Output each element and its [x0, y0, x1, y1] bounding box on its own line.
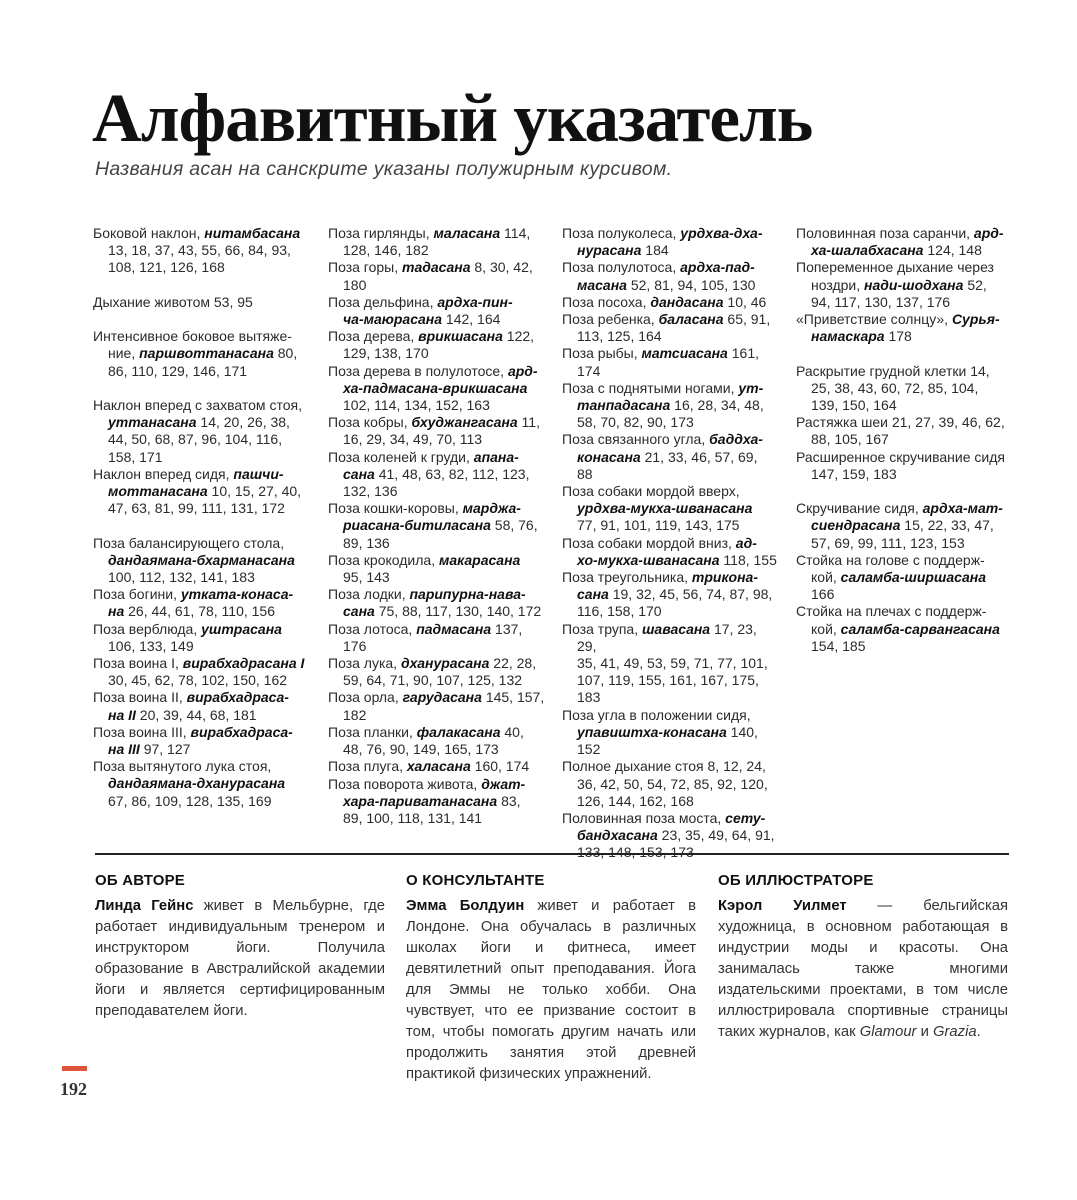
index-entry: Поза горы, тадасана 8, 30, 42, 180 [328, 259, 533, 293]
index-entry: Поза поворота живота, джат- хара-париватанасана 83, 89, 100, 118, 131, 141 [328, 775, 526, 826]
index-entry: Наклон вперед сидя, пашчи- моттанасана 10, 15, 27, 40, 47, 63, 81, 99, 111, 131, 172 [93, 465, 302, 517]
index-entry: Поза богини, утката-конаса- на 26, 44, 61, 78, 110, 156 [93, 586, 294, 620]
index-entry: Поза дерева, врикшасана 122, 129, 138, 170 [328, 328, 535, 362]
index-entry: Поза орла, гарудасана 145, 157, 182 [328, 689, 545, 723]
index-entry: Стойка на плечах с поддерж- кой, саламба-сарвангасана 154, 185 [796, 603, 1000, 654]
index-entry: Поза рыбы, матсиасана 161, 174 [562, 345, 759, 379]
about-author [95, 872, 385, 1022]
illustrator-bio: — бельгийская художница, в основном работающая в индустрии моды и красоты. Она занималась также многими издательскими проектами, в том числе иллюстрировала спортивные страницы таких журналов, как [718, 898, 1008, 1040]
illustrator-bio-end: . [976, 1024, 981, 1040]
index-entry: Поза крокодила, макарасана 95, 143 [328, 551, 521, 586]
index-entry: Поза дельфина, ардха-пин- ча-маюрасана 142, 164 [328, 293, 513, 328]
page-title: Алфавитный указатель [92, 80, 813, 156]
index-entry: Поза трупа, шавасана 17, 23, 29, 35, 41, 49, 53, 59, 71, 77, 101, 107, 119, 155, 161, 167, 175, 183 [562, 620, 768, 706]
index-entry: «Приветствие солнцу», Сурья- намаскара 178 [796, 311, 1000, 345]
index-entry: Расширенное скручивание сидя 147, 159, 183 [796, 448, 1005, 482]
index-entry: Попеременное дыхание через ноздри, нади-шодхана 52, 94, 117, 130, 137, 176 [796, 259, 994, 310]
magazine-glamour: Glamour [859, 1024, 917, 1040]
index-entry: Наклон вперед с захватом стоя, уттанасана 14, 20, 26, 38, 44, 50, 68, 87, 96, 104, 116, 158, 171 [93, 396, 302, 465]
index-entry: Поза верблюда, уштрасана 106, 133, 149 [93, 620, 282, 654]
about-consultant [406, 872, 696, 1085]
about-illustrator [718, 872, 1008, 1043]
index-entry: Поза лука, дханурасана 22, 28, 59, 64, 71, 90, 107, 125, 132 [328, 655, 537, 689]
index-entry: Поза собаки мордой вверх, урдхва-мукха-шванасана 77, 91, 101, 119, 143, 175 [562, 483, 753, 534]
index-entry: Поза собаки мордой вниз, ад- хо-мукха-шванасана 118, 155 [562, 534, 777, 568]
index-entry: Поза кошки-коровы, марджа- риасана-битиласана 58, 76, 89, 136 [328, 500, 538, 551]
index-entry: Половинная поза моста, сету- бандхасана 23, 35, 49, 64, 91, 133, 148, 153, 173 [562, 809, 775, 861]
index-entry: Поза гирлянды, маласана 114, 128, 146, 182 [328, 225, 531, 259]
index-entry: Поза полуколеса, урдхва-дха- нурасана 184 [562, 225, 763, 259]
index-column-2 [328, 225, 546, 827]
index-entry: Поза вытянутого лука стоя, дандаямана-дханурасана 67, 86, 109, 128, 135, 169 [93, 758, 286, 809]
about-author-text [95, 896, 385, 1022]
index-column-3 [562, 225, 780, 862]
index-entry: Скручивание сидя, ардха-мат- сиендрасана 15, 22, 33, 47, 57, 69, 99, 111, 123, 153 [796, 500, 1003, 551]
index-column-4 [796, 225, 1014, 655]
author-name: Линда Гейнс [95, 898, 194, 914]
index-entry: Поза планки, фалакасана 40, 48, 76, 90, 149, 165, 173 [328, 723, 524, 758]
index-entry: Половинная поза саранчи, ард- ха-шалабхасана 124, 148 [796, 225, 1004, 259]
index-entry: Поза полулотоса, ардха-пад- масана 52, 81, 94, 105, 130 [562, 259, 756, 293]
index-entry: Боковой наклон, нитамбасана 13, 18, 37, 43, 55, 66, 84, 93, 108, 121, 126, 168 [93, 225, 301, 276]
index-entry: Поза воина II, вирабхадраса- на II 20, 39, 44, 68, 181 [93, 689, 289, 723]
magazine-conjunction: и [916, 1024, 933, 1040]
index-entry: Дыхание животом 53, 95 [93, 293, 253, 310]
index-entry: Поза лотоса, падмасана 137, 176 [328, 620, 523, 654]
page-number: 192 [60, 1079, 87, 1099]
index-entry: Поза угла в положении сидя, упавиштха-конасана 140, 152 [562, 706, 758, 758]
index-entry: Поза дерева в полулотосе, ард- ха-падмасана-врикшасана 102, 114, 134, 152, 163 [328, 362, 538, 414]
index-entry: Поза лодки, парипурна-нава- сана 75, 88, 117, 130, 140, 172 [328, 586, 542, 620]
index-entry: Поза воина I, вирабхадрасана I 30, 45, 62, 78, 102, 150, 162 [93, 655, 305, 689]
index-column-1 [93, 225, 311, 810]
index-entry: Поза коленей к груди, апана- сана 41, 48, 63, 82, 112, 123, 132, 136 [328, 448, 530, 500]
index-entry: Стойка на голове с поддерж- кой, саламба-ширшасана 166 [796, 551, 986, 603]
index-entry: Растяжка шеи 21, 27, 39, 46, 62, 88, 105, 167 [796, 414, 1005, 448]
index-entry: Поза ребенка, баласана 65, 91, 113, 125, 164 [562, 311, 771, 345]
consultant-bio: живет и работает в Лондоне. Она обучалась в различных школах йоги и фитнеса, имеет девятилетний опыт преподавания. Йога для Эммы не только хобби. Она чувствует, что ее призвание состоит в том, чтобы помогать другим начать или продолжить занятия этой древней практикой физических упражнений. [406, 898, 697, 1082]
index-entry: Поза с поднятыми ногами, ут- танпадасана 16, 28, 34, 48, 58, 70, 82, 90, 173 [562, 379, 764, 431]
index-entry: Поза воина III, вирабхадраса- на III 97, 127 [93, 723, 293, 758]
page-number-accent [62, 1066, 87, 1071]
index-entry: Поза кобры, бхуджангасана 11, 16, 29, 34, 49, 70, 113 [328, 414, 540, 448]
about-consultant-text [406, 896, 696, 1085]
author-bio: живет в Мельбурне, где работает индивидуальным тренером и инструктором йоги. Получила образование в Австралийской академии йоги и является сертифицированным преподавателем йоги. [95, 898, 385, 1019]
section-divider [95, 853, 1009, 855]
index-entry: Поза посоха, дандасана 10, 46 [562, 293, 767, 310]
consultant-name: Эмма Болдуин [406, 898, 525, 914]
magazine-grazia: Grazia [933, 1024, 977, 1040]
index-entry: Интенсивное боковое вытяже- ние, паршвоттанасана 80, 86, 110, 129, 146, 171 [93, 328, 298, 379]
about-illustrator-text [718, 896, 1008, 1043]
about-consultant-heading: О КОНСУЛЬТАНТЕ [406, 872, 545, 889]
index-entry: Поза связанного угла, баддха- конасана 21, 33, 46, 57, 69, 88 [562, 431, 763, 482]
index-entry: Поза треугольника, трикона- сана 19, 32, 45, 56, 74, 87, 98, 116, 158, 170 [562, 569, 773, 620]
index-entry: Полное дыхание стоя 8, 12, 24, 36, 42, 50, 54, 72, 85, 92, 120, 126, 144, 162, 168 [562, 758, 768, 809]
index-entry: Поза плуга, халасана 160, 174 [328, 758, 530, 775]
about-illustrator-heading: ОБ ИЛЛЮСТРАТОРЕ [718, 872, 874, 889]
page-subtitle: Названия асан на санскрите указаны полужирным курсивом. [95, 158, 673, 180]
illustrator-name: Кэрол Уилмет [718, 898, 847, 914]
index-entry: Поза балансирующего стола, дандаямана-бхарманасана 100, 112, 132, 141, 183 [93, 534, 295, 585]
about-author-heading: ОБ АВТОРЕ [95, 872, 185, 889]
index-entry: Раскрытие грудной клетки 14, 25, 38, 43, 60, 72, 85, 104, 139, 150, 164 [796, 362, 990, 414]
